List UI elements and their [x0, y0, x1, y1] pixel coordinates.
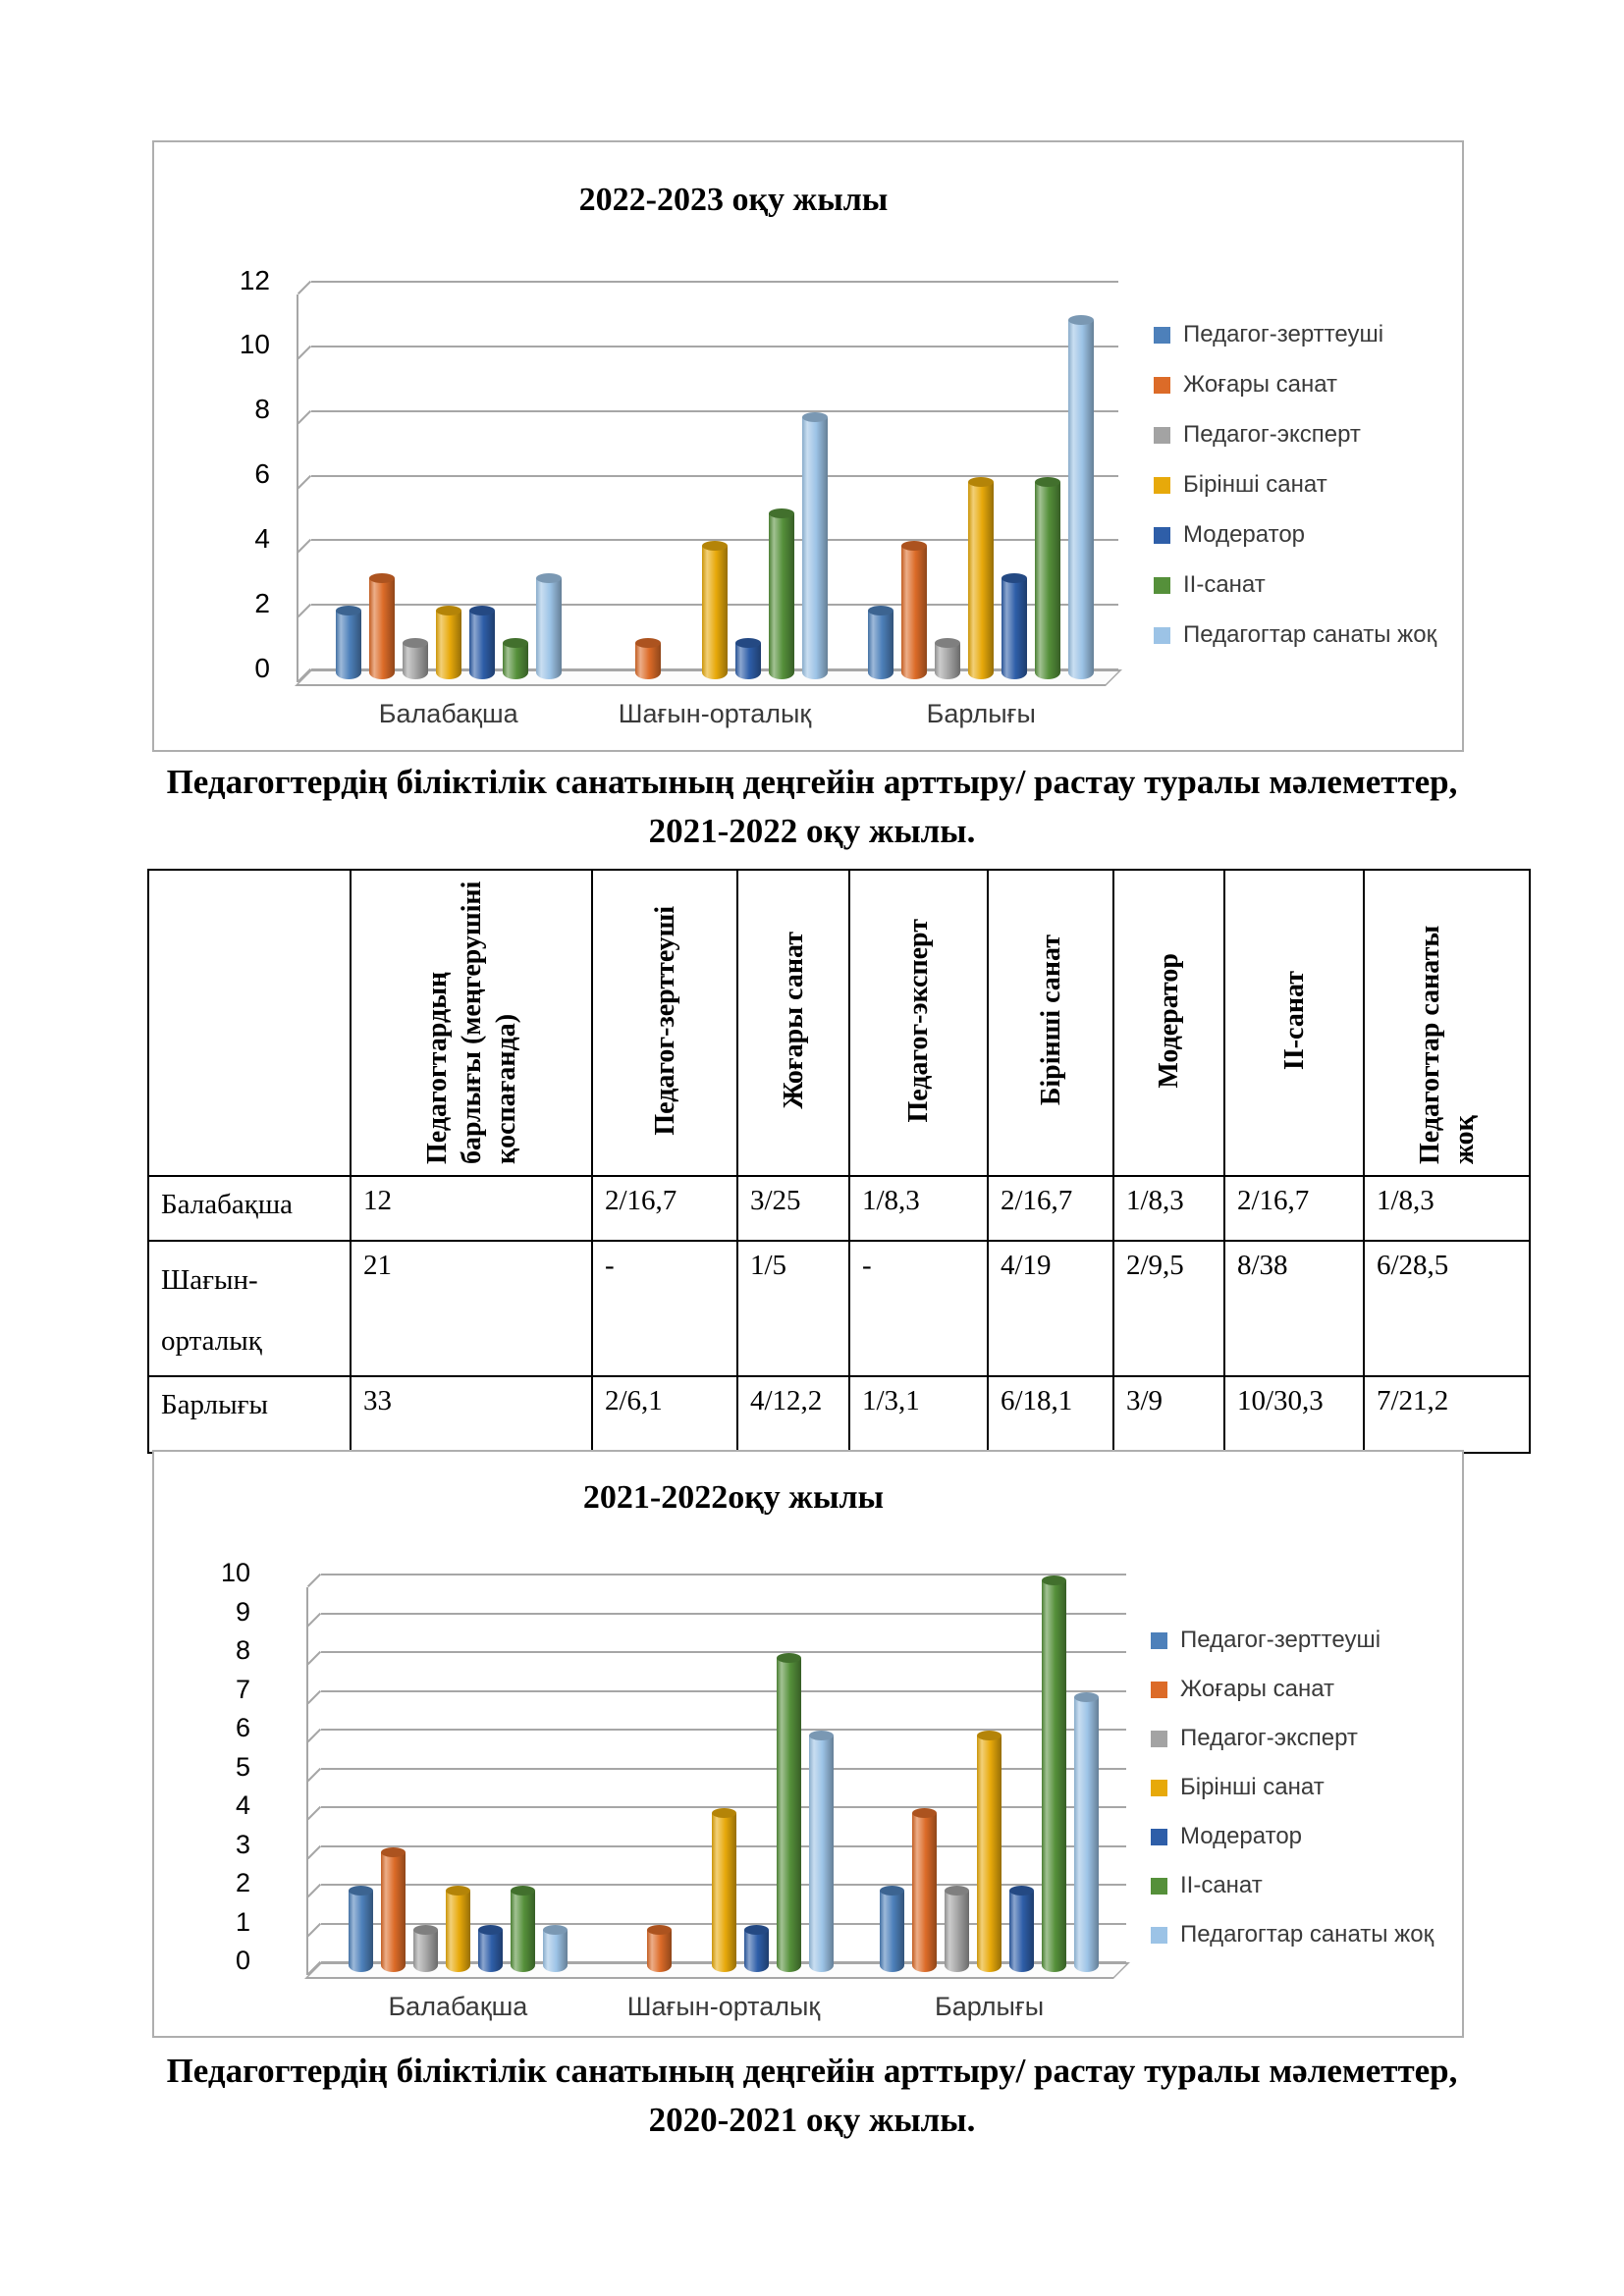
bar-Модератор-Шағын-орталық — [735, 643, 761, 679]
legend-item — [1154, 321, 1383, 348]
table-row — [148, 1376, 1530, 1453]
table-cell: - — [592, 1241, 737, 1376]
table-row — [148, 1241, 1530, 1376]
bar-Педагогтар санаты жоқ-Балабақша — [543, 1930, 568, 1973]
y-axis-tick-label: 2 — [254, 587, 270, 618]
table-header-cell — [737, 870, 849, 1176]
legend-label: Педагогтар санаты жоқ — [1183, 621, 1437, 648]
legend-label: Жоғары санат — [1183, 371, 1338, 398]
legend-label: Модератор — [1180, 1823, 1303, 1849]
legend-item — [1154, 621, 1436, 649]
axis-tick-hook — [298, 604, 311, 617]
table-cell: 3/9 — [1113, 1376, 1224, 1453]
table-cell: 1/8,3 — [849, 1176, 988, 1241]
gridline — [321, 1768, 1126, 1770]
legend-label: Педагогтар санаты жоқ — [1180, 1921, 1435, 1948]
legend-marker — [1154, 327, 1170, 344]
table-cell: 7/21,2 — [1364, 1376, 1530, 1453]
y-axis-tick-label: 8 — [254, 394, 270, 425]
bar-top-cap — [1035, 477, 1060, 487]
table-cell: - — [849, 1241, 988, 1376]
legend-item — [1151, 1774, 1325, 1801]
bar-Модератор-Барлығы — [1009, 1891, 1034, 1972]
axis-tick-hook — [307, 1729, 321, 1742]
bar-Бірінші санат-Шағын-орталық — [712, 1813, 736, 1972]
bar-top-cap — [769, 508, 794, 518]
bar-Педагогтар санаты жоқ-Балабақша — [536, 578, 562, 679]
bar-top-cap — [868, 606, 893, 615]
bar-II-санат-Балабақша — [511, 1891, 535, 1972]
table-header-cell — [1113, 870, 1224, 1176]
table-cell: 2/16,7 — [988, 1176, 1113, 1241]
axis-tick-hook — [298, 281, 311, 294]
x-category-label: Балабақша — [378, 699, 518, 728]
table-cell: 21 — [351, 1241, 592, 1376]
table-header-cell — [988, 870, 1113, 1176]
x-category-label: Балабақша — [388, 1992, 528, 2021]
legend-item — [1151, 1725, 1358, 1752]
bar-top-cap — [1074, 1692, 1099, 1702]
y-axis-tick-label: 4 — [254, 522, 270, 554]
bar-top-cap — [446, 1886, 470, 1896]
table-cell: 33 — [351, 1376, 592, 1453]
chart-title: 2021-2022оқу жылы — [582, 1479, 885, 1516]
x-category-label: Барлығы — [934, 1992, 1045, 2021]
table-header-text: Педагогтар санаты жоқ — [1414, 925, 1480, 1164]
bar-top-cap — [968, 477, 994, 487]
table-cell: 1/3,1 — [849, 1376, 988, 1453]
axis-tick-hook — [307, 1806, 321, 1820]
legend-marker — [1154, 377, 1170, 394]
table-cell: 4/19 — [988, 1241, 1113, 1376]
legend-label: Бірінші санат — [1183, 471, 1327, 498]
bar-top-cap — [336, 606, 361, 615]
chart-plot-area — [311, 282, 1118, 669]
chart-plot-area — [321, 1575, 1126, 1962]
bar-Педагог-зерттеуші-Балабақша — [349, 1891, 373, 1972]
legend-label: Модератор — [1183, 521, 1306, 548]
y-axis-line — [306, 1587, 308, 1975]
axis-tick-hook — [298, 410, 311, 424]
legend-label: Жоғары санат — [1180, 1676, 1335, 1702]
table-cell: 2/6,1 — [592, 1376, 737, 1453]
table-cell: 1/8,3 — [1364, 1176, 1530, 1241]
gridline — [311, 410, 1118, 412]
bar-Бірінші санат-Барлығы — [968, 482, 994, 680]
bar-Педагогтар санаты жоқ-Шағын-орталық — [802, 417, 828, 679]
gridline — [321, 1690, 1126, 1692]
table-cell: 2/16,7 — [592, 1176, 737, 1241]
y-axis-tick-label: 0 — [235, 1946, 250, 1976]
legend-marker — [1151, 1878, 1167, 1895]
table-header-cell — [592, 870, 737, 1176]
legend-label: II-санат — [1183, 571, 1266, 598]
x-category-label: Шағын-орталық — [626, 1992, 821, 2021]
table-cell: 1/8,3 — [1113, 1176, 1224, 1241]
gridline — [321, 1729, 1126, 1731]
table-header-cell — [1364, 870, 1530, 1176]
bar-top-cap — [912, 1808, 937, 1818]
gridline — [321, 1574, 1126, 1575]
legend-item — [1154, 371, 1337, 399]
axis-tick-hook — [298, 346, 311, 359]
legend-marker — [1151, 1682, 1167, 1698]
y-axis-tick-label: 6 — [235, 1713, 250, 1743]
table-cell: 10/30,3 — [1224, 1376, 1364, 1453]
y-axis-tick-label: 10 — [220, 1558, 250, 1588]
bar-Жоғары санат-Балабақша — [381, 1852, 406, 1973]
bar-Модератор-Балабақша — [469, 611, 495, 679]
table-cell: 8/38 — [1224, 1241, 1364, 1376]
legend-marker — [1154, 577, 1170, 594]
bar-Жоғары санат-Барлығы — [912, 1813, 937, 1972]
bar-Педагог-эксперт-Барлығы — [935, 643, 960, 679]
legend-item — [1154, 471, 1327, 499]
legend-marker — [1154, 627, 1170, 644]
bar-Педагогтар санаты жоқ-Шағын-орталық — [809, 1735, 834, 1972]
bar-Бірінші санат-Балабақша — [436, 611, 461, 679]
y-axis-tick-label: 7 — [235, 1674, 250, 1704]
bar-Бірінші санат-Барлығы — [977, 1735, 1001, 1972]
gridline — [321, 1651, 1126, 1653]
legend-item — [1151, 1823, 1302, 1850]
chart-2021-2022 — [152, 1450, 1464, 2038]
table-header-cell — [849, 870, 988, 1176]
bar-Жоғары санат-Шағын-орталық — [635, 643, 661, 679]
legend-label: II-санат — [1180, 1872, 1263, 1898]
axis-tick-hook — [307, 1844, 321, 1858]
y-axis-tick-label: 5 — [235, 1751, 250, 1782]
legend-marker — [1151, 1632, 1167, 1649]
table-header-row — [148, 870, 1530, 1176]
bar-top-cap — [977, 1731, 1001, 1740]
bar-top-cap — [543, 1925, 568, 1935]
legend-item — [1151, 1872, 1263, 1899]
table-row — [148, 1176, 1530, 1241]
axis-tick-hook — [307, 1574, 321, 1587]
table-header-cell — [1224, 870, 1364, 1176]
chart-title: 2022-2023 оқу жылы — [578, 182, 889, 218]
axis-tick-hook — [307, 1884, 321, 1897]
bar-top-cap — [802, 412, 828, 422]
bar-top-cap — [413, 1925, 438, 1935]
legend-marker — [1151, 1780, 1167, 1796]
bar-II-санат-Шағын-орталық — [777, 1658, 801, 1972]
y-axis-tick-label: 9 — [235, 1596, 250, 1627]
bar-top-cap — [901, 541, 927, 551]
axis-tick-hook — [307, 1767, 321, 1781]
axis-tick-hook — [307, 1689, 321, 1703]
table-header-text: II-санат — [1278, 970, 1310, 1071]
table-cell: 2/16,7 — [1224, 1176, 1364, 1241]
bar-top-cap — [469, 606, 495, 615]
bar-top-cap — [1001, 573, 1027, 583]
bar-top-cap — [945, 1886, 969, 1896]
bar-top-cap — [635, 638, 661, 648]
table-header-cell-empty — [148, 870, 351, 1176]
bar-top-cap — [1068, 315, 1094, 325]
bar-Жоғары санат-Шағын-орталық — [647, 1930, 672, 1973]
gridline — [321, 1613, 1126, 1615]
chart-2022-2023 — [152, 140, 1464, 752]
bar-top-cap — [809, 1731, 834, 1740]
legend-marker — [1151, 1731, 1167, 1747]
table-cell: 3/25 — [737, 1176, 849, 1241]
table-cell: 12 — [351, 1176, 592, 1241]
legend-item — [1154, 421, 1361, 449]
legend-item — [1151, 1921, 1434, 1949]
bar-top-cap — [647, 1925, 672, 1935]
bar-Педагог-зерттеуші-Барлығы — [868, 611, 893, 679]
bar-Жоғары санат-Балабақша — [369, 578, 395, 679]
bar-top-cap — [403, 638, 428, 648]
legend-marker — [1154, 427, 1170, 444]
bar-II-санат-Барлығы — [1042, 1580, 1066, 1972]
axis-tick-hook — [307, 1612, 321, 1626]
bar-Модератор-Шағын-орталық — [744, 1930, 769, 1973]
bar-top-cap — [369, 573, 395, 583]
y-axis-line — [297, 294, 298, 682]
table-header-text: Педагог-эксперт — [903, 918, 934, 1123]
legend-label: Педагог-эксперт — [1180, 1725, 1358, 1751]
bar-Жоғары санат-Барлығы — [901, 546, 927, 679]
legend-label: Педагог-зерттеуші — [1183, 321, 1384, 347]
bar-Педагог-зерттеуші-Балабақша — [336, 611, 361, 679]
y-axis-tick-label: 4 — [235, 1790, 250, 1821]
bar-top-cap — [536, 573, 562, 583]
axis-tick-hook — [298, 539, 311, 553]
bar-top-cap — [702, 541, 728, 551]
gridline — [311, 281, 1118, 283]
legend-marker — [1154, 527, 1170, 544]
heading-2021-2022: Педагогтердің біліктілік санатының деңгейін арттыру/ растау туралы мәлеметтер, 2021-2022 оқу жылы. — [166, 763, 1458, 850]
table-cell: 1/5 — [737, 1241, 849, 1376]
bar-II-санат-Барлығы — [1035, 482, 1060, 680]
bar-Модератор-Балабақша — [478, 1930, 503, 1973]
bar-Модератор-Барлығы — [1001, 578, 1027, 679]
y-axis-tick-label: 10 — [239, 329, 270, 360]
bar-top-cap — [503, 638, 528, 648]
bar-top-cap — [511, 1886, 535, 1896]
axis-tick-hook — [307, 1922, 321, 1936]
table-header-text: Педагог-зерттеуші — [649, 905, 680, 1136]
bar-II-санат-Шағын-орталық — [769, 513, 794, 679]
y-axis-tick-label: 2 — [235, 1868, 250, 1898]
bar-top-cap — [478, 1925, 503, 1935]
bar-Педагогтар санаты жоқ-Барлығы — [1074, 1697, 1099, 1973]
x-category-label: Шағын-орталық — [618, 699, 812, 728]
qualification-table — [147, 869, 1531, 1454]
row-label: Шағын-орталық — [148, 1241, 351, 1376]
bar-top-cap — [1042, 1575, 1066, 1585]
bar-Педагогтар санаты жоқ-Барлығы — [1068, 320, 1094, 679]
table-cell: 4/12,2 — [737, 1376, 849, 1453]
bar-top-cap — [1009, 1886, 1034, 1896]
table-header-text: Бірінші санат — [1035, 934, 1066, 1106]
bar-Педагог-эксперт-Балабақша — [403, 643, 428, 679]
y-axis-tick-label: 8 — [235, 1635, 250, 1666]
y-axis-tick-label: 3 — [235, 1829, 250, 1859]
bar-top-cap — [777, 1653, 801, 1663]
bar-top-cap — [349, 1886, 373, 1896]
legend-item — [1154, 521, 1305, 549]
gridline — [311, 346, 1118, 347]
bar-Бірінші санат-Шағын-орталық — [702, 546, 728, 679]
legend-label: Педагог-эксперт — [1183, 421, 1361, 448]
bar-Педагог-зерттеуші-Барлығы — [880, 1891, 904, 1972]
y-axis-tick-label: 0 — [254, 652, 270, 683]
legend-item — [1151, 1676, 1334, 1703]
legend-item — [1154, 571, 1266, 599]
bar-Педагог-эксперт-Барлығы — [945, 1891, 969, 1972]
y-axis-tick-label: 1 — [235, 1906, 250, 1937]
bar-top-cap — [935, 638, 960, 648]
table-cell: 6/18,1 — [988, 1376, 1113, 1453]
table-cell: 2/9,5 — [1113, 1241, 1224, 1376]
heading-2020-2021: Педагогтердің біліктілік санатының деңгейін арттыру/ растау туралы мәлеметтер, 2020-2021 оқу жылы. — [166, 2052, 1458, 2139]
bar-top-cap — [712, 1808, 736, 1818]
x-category-label: Барлығы — [926, 699, 1036, 728]
table-header-text: Модератор — [1154, 952, 1184, 1089]
bar-top-cap — [880, 1886, 904, 1896]
bar-top-cap — [436, 606, 461, 615]
axis-tick-hook — [298, 474, 311, 488]
bar-top-cap — [735, 638, 761, 648]
bar-top-cap — [381, 1847, 406, 1857]
legend-item — [1151, 1627, 1380, 1654]
bar-Бірінші санат-Балабақша — [446, 1891, 470, 1972]
table-header-text: Жоғары санат — [778, 932, 809, 1109]
legend-marker — [1151, 1927, 1167, 1944]
legend-label: Бірінші санат — [1180, 1774, 1325, 1800]
row-label: Барлығы — [148, 1376, 351, 1453]
table-header-cell — [351, 870, 592, 1176]
y-axis-tick-label: 6 — [254, 458, 270, 490]
axis-tick-hook — [307, 1651, 321, 1665]
legend-label: Педагог-зерттеуші — [1180, 1627, 1381, 1653]
gridline — [311, 475, 1118, 477]
bar-top-cap — [744, 1925, 769, 1935]
bar-Педагог-эксперт-Балабақша — [413, 1930, 438, 1973]
bar-II-санат-Балабақша — [503, 643, 528, 679]
legend-marker — [1151, 1829, 1167, 1845]
row-label: Балабақша — [148, 1176, 351, 1241]
table-cell: 6/28,5 — [1364, 1241, 1530, 1376]
table-header-text: Педагогтардың барлығы (меңгерушіні қоспағанда) — [421, 881, 521, 1164]
y-axis-tick-label: 12 — [239, 264, 270, 295]
legend-marker — [1154, 477, 1170, 494]
